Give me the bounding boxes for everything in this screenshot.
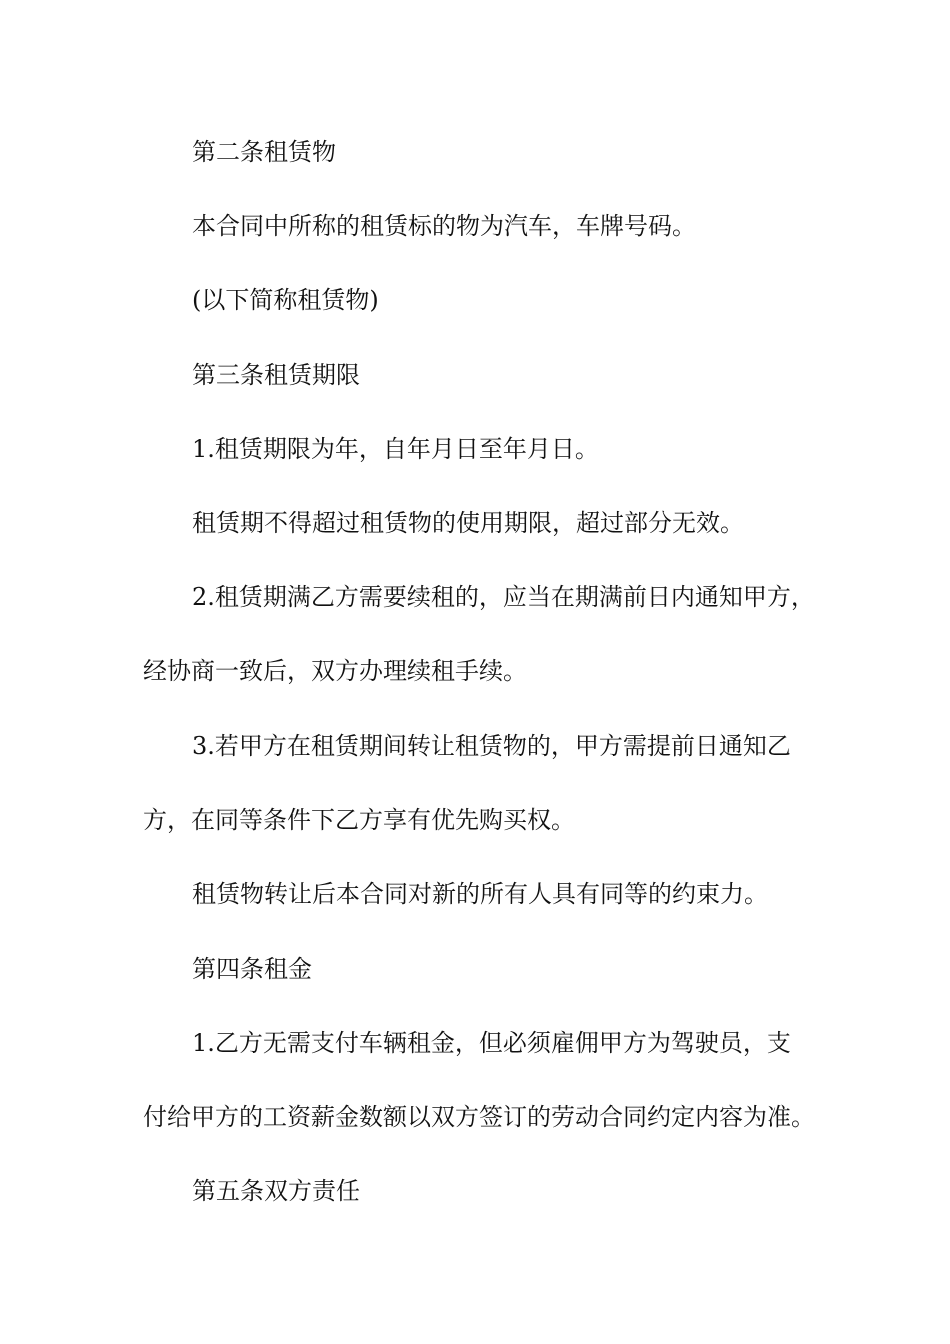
paragraph-line: 1.租赁期限为年，自年月日至年月日。 <box>192 435 599 463</box>
paragraph-line: 租赁期不得超过租赁物的使用期限，超过部分无效。 <box>192 509 744 537</box>
paragraph-line: 本合同中所称的租赁标的物为汽车，车牌号码。 <box>192 212 696 240</box>
paragraph-line: 租赁物转让后本合同对新的所有人具有同等的约束力。 <box>192 880 768 908</box>
paragraph-line: 1.乙方无需支付车辆租金，但必须雇佣甲方为驾驶员，支 <box>192 1029 791 1057</box>
section-heading-responsibilities: 第五条双方责任 <box>192 1177 360 1205</box>
paragraph-line: (以下简称租赁物) <box>192 286 379 314</box>
paragraph-line: 2.租赁期满乙方需要续租的，应当在期满前日内通知甲方， <box>192 583 815 611</box>
section-heading-rent: 第四条租金 <box>192 955 312 983</box>
paragraph-line: 3.若甲方在租赁期间转让租赁物的，甲方需提前日通知乙 <box>192 732 791 760</box>
paragraph-line: 经协商一致后，双方办理续租手续。 <box>143 657 527 685</box>
section-heading-lease-term: 第三条租赁期限 <box>192 361 360 389</box>
paragraph-line: 付给甲方的工资薪金数额以双方签订的劳动合同约定内容为准。 <box>143 1103 815 1131</box>
section-heading-lease-object: 第二条租赁物 <box>192 138 336 166</box>
paragraph-line: 方，在同等条件下乙方享有优先购买权。 <box>143 806 575 834</box>
